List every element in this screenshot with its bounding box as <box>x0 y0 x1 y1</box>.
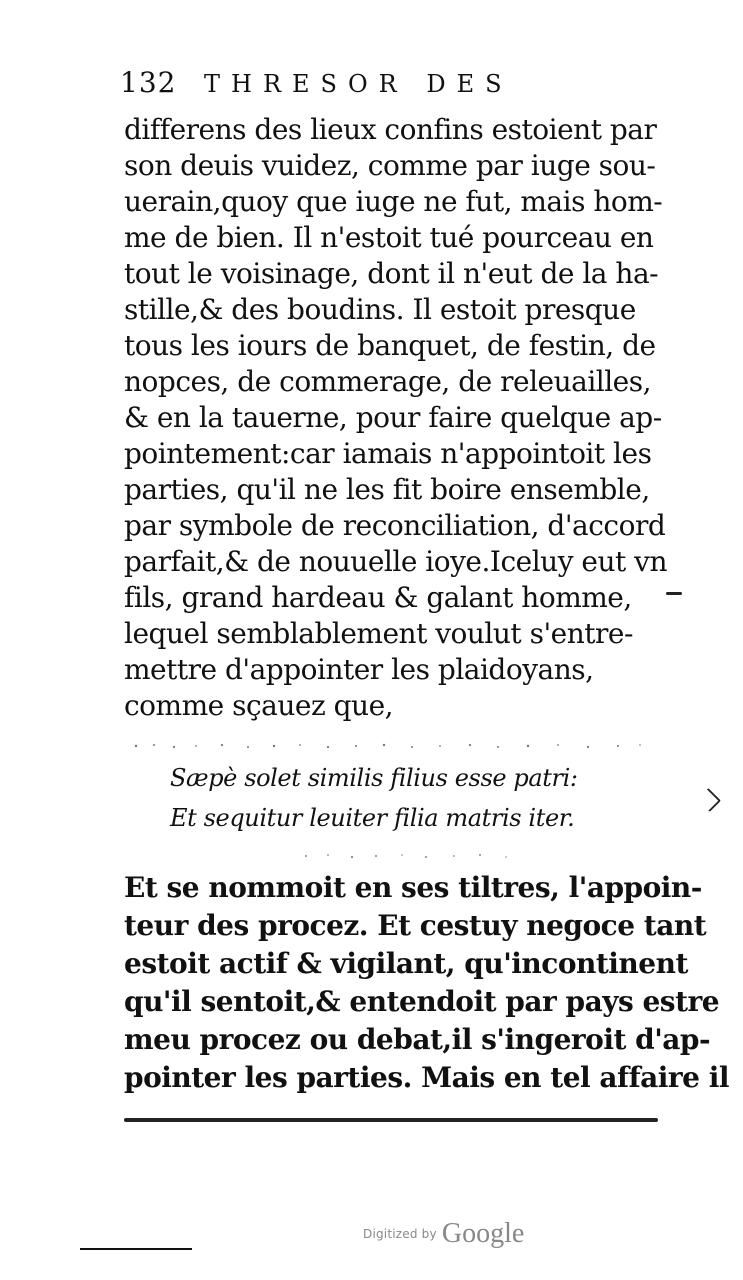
text-line: & en la tauerne, pour faire quelque ap- <box>124 401 662 434</box>
running-head: THRESOR DES <box>204 70 513 98</box>
text-line: mettre d'appointer les plaidoyans, <box>124 653 594 686</box>
page-header <box>120 64 640 104</box>
text-line: Et se nommoit en ses tiltres, l'appoin- <box>124 871 702 904</box>
text-line: qu'il sentoit,& entendoit par pays estre <box>124 985 720 1018</box>
text-line: teur des procez. Et cestuy negoce tant <box>124 909 707 942</box>
text-line: lequel semblablement voulut s'entre- <box>124 617 633 650</box>
footer-rule <box>80 1248 192 1250</box>
text-line: uerain,quoy que iuge ne fut, mais hom- <box>124 185 663 218</box>
text-line: par symbole de reconciliation, d'accord <box>124 509 666 542</box>
digitized-watermark <box>363 1218 524 1250</box>
text-line: pointement:car iamais n'appointoit les <box>124 437 652 470</box>
text-line: stille,& des boudins. Il estoit presque <box>124 293 636 326</box>
verse-line: Et sequitur leuiter filia matris iter. <box>170 804 575 832</box>
speckled-rule-bottom <box>126 846 646 856</box>
text-line: parties, qu'il ne les fit boire ensemble, <box>124 473 650 506</box>
text-line: tous les iours de banquet, de festin, de <box>124 329 656 362</box>
text-line: fils, grand hardeau & galant homme, <box>124 581 632 614</box>
text-line: differens des lieux confins estoient par <box>124 113 657 146</box>
bottom-text-rule <box>124 1118 658 1122</box>
text-line: nopces, de commerage, de releuailles, <box>124 365 652 398</box>
speckled-rule-top <box>126 736 646 746</box>
text-line: meu procez ou debat,il s'ingeroit d'ap- <box>124 1023 711 1056</box>
verse-line: Sæpè solet similis filius esse patri: <box>170 764 578 792</box>
text-line: me de bien. Il n'estoit tué pourceau en <box>124 221 654 254</box>
text-line: comme sçauez que, <box>124 689 394 722</box>
watermark-brand: Google <box>441 1218 525 1249</box>
watermark-prefix: Digitized by <box>363 1227 437 1241</box>
text-line: son deuis vuidez, comme par iuge sou- <box>124 149 656 182</box>
text-line: parfait,& de nouuelle ioye.Iceluy eut vn <box>124 545 668 578</box>
margin-bracket-mark <box>697 788 721 812</box>
margin-dash-mark <box>666 592 682 595</box>
text-line: tout le voisinage, dont il n'eut de la ha- <box>124 257 659 290</box>
text-line: estoit actif & vigilant, qu'incontinent <box>124 947 688 980</box>
text-line: pointer les parties. Mais en tel affaire il <box>124 1061 730 1094</box>
page-number: 132 <box>120 66 177 99</box>
